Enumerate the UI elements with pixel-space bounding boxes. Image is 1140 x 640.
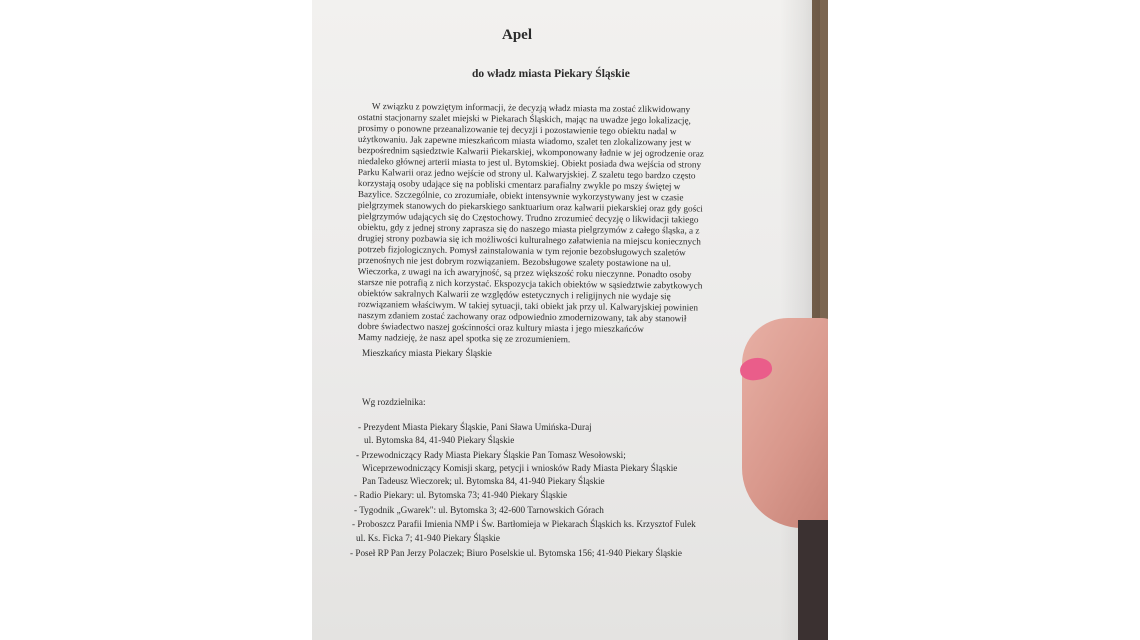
body-line: W związku z powziętym informacji, że decyzją władz miasta ma zostać zlikwidowany [371,101,691,115]
paper-sheet [312,0,812,640]
distribution-line: - Radio Piekary: ul. Bytomska 73; 41-940 Piekary Śląskie [354,490,568,500]
hand [742,318,828,528]
distribution-line: - Poseł RP Pan Jerzy Polaczek; Biuro Poselskie ul. Bytomska 156; 41-940 Piekary Śląskie [350,548,682,558]
distribution-line: Pan Tadeusz Wieczorek; ul. Bytomska 84, 41-940 Piekary Śląskie [362,476,605,486]
body-line: pielgrzymek stanowych do piekarskiego sanktuarium oraz kalwarii piekarskiej oraz gdy gości [357,200,703,214]
body-line: rozwiązaniem właściwym. W takiej sytuacji, taki obiekt jak przy ul. Kalwaryjskiej powinien [357,299,698,313]
distribution-line: - Przewodniczący Rady Miasta Piekary Śląskie Pan Tomasz Wesołowski; [356,450,626,460]
body-line: drugiej strony pozbawia się ich możliwości kulturalnego załatwienia na miejscu koniecznych [357,233,701,247]
body-line: korzystają osoby udające się na pobliski cmentarz parafialny zwykle po mszy świętej w [357,178,681,192]
body-line: potrzeb fizjologicznych. Pomysł zainstalowania w tym rejonie bezobsługowych szaletów [357,244,686,258]
body-line: Mamy nadzieję, że nasz apel spotka się ze zrozumieniem. [357,332,571,345]
dark-sleeve [798,520,828,640]
body-line: prosimy o ponowne przeanalizowanie tej decyzji i pozostawienie tego obiektu nadal w [357,123,677,137]
body-line: naszym zdaniem zostać zachowany oraz odpowiednio zmodernizowany, tak aby stanowił [357,310,687,324]
distribution-line: ul. Bytomska 84, 41-940 Piekary Śląskie [364,435,515,445]
body-line: Bazylice. Szczególnie, co zrozumiałe, obiekt intensywnie wykorzystywany jest w czasie [357,189,684,203]
body-line: użytkowaniu. Jak zapewne mieszkańcom miasta wiadomo, szalet ten zlokalizowany jest w [357,134,692,148]
body-line: pielgrzymów udających się do Częstochowy. Trudno zrozumieć decyzję o likwidacji takiego [357,211,699,225]
document-photo [312,0,828,640]
document-subtitle: do władz miasta Piekary Śląskie [472,68,630,80]
document-title: Apel [502,27,532,43]
distribution-line: ul. Ks. Ficka 7; 41-940 Piekary Śląskie [356,533,500,543]
body-line: starsze nie potrafią z nich korzystać. Ekspozycja takich obiektów w sąsiedztwie zabytkowych [357,277,703,291]
distribution-line: - Prezydent Miasta Piekary Śląskie, Pani Sława Umińska-Duraj [358,422,592,432]
body-line: niedaleko głównej arterii miasta to jest ul. Bytomskiej. Obiekt posiada dwa wejścia od strony [357,156,702,170]
body-line: Parku Kalwarii oraz jedno wejście od strony ul. Kalwaryjskiej. Z szaletu tego bardzo często [357,167,696,181]
distribution-line: Wiceprzewodniczący Komisji skarg, petycji i wniosków Rady Miasta Piekary Śląskie [362,463,678,473]
body-line: obiektów sakralnych Kalwarii ze względów estetycznych i religijnych nie wydaje się [357,288,671,302]
body-line: ostatni stacjonarny szalet miejski w Piekarach Śląskich, mając na uwadze jego lokalizację, [357,112,691,126]
distribution-line: - Tygodnik „Gwarek": ul. Bytomska 3; 42-600 Tarnowskich Górach [354,505,604,515]
body-line: obiektu, gdy z jednej strony zaprasza się do naszego miasta pielgrzymów z całego śląska, a z [357,222,700,236]
body-line: przenośnych nie jest dobrym rozwiązaniem. Bezobsługowe szalety postawione na ul. [357,255,672,269]
distribution-line: - Proboszcz Parafii Imienia NMP i Św. Bartłomieja w Piekarach Śląskich ks. Krzysztof Fulek [352,519,696,529]
body-line: Wieczorka, z uwagi na ich awaryjność, są przez większość roku nieczynne. Ponadto osoby [357,266,692,280]
body-line: bezpośrednim sąsiedztwie Kalwarii Piekarskiej, wkomponowany ładnie w jej ogrodzenie oraz [357,145,704,159]
body-line: dobre świadectwo naszej gościnności oraz kultury miasta i jego mieszkańców [357,321,644,334]
signature: Mieszkańcy miasta Piekary Śląskie [362,348,492,358]
distribution-heading: Wg rozdzielnika: [362,397,426,407]
